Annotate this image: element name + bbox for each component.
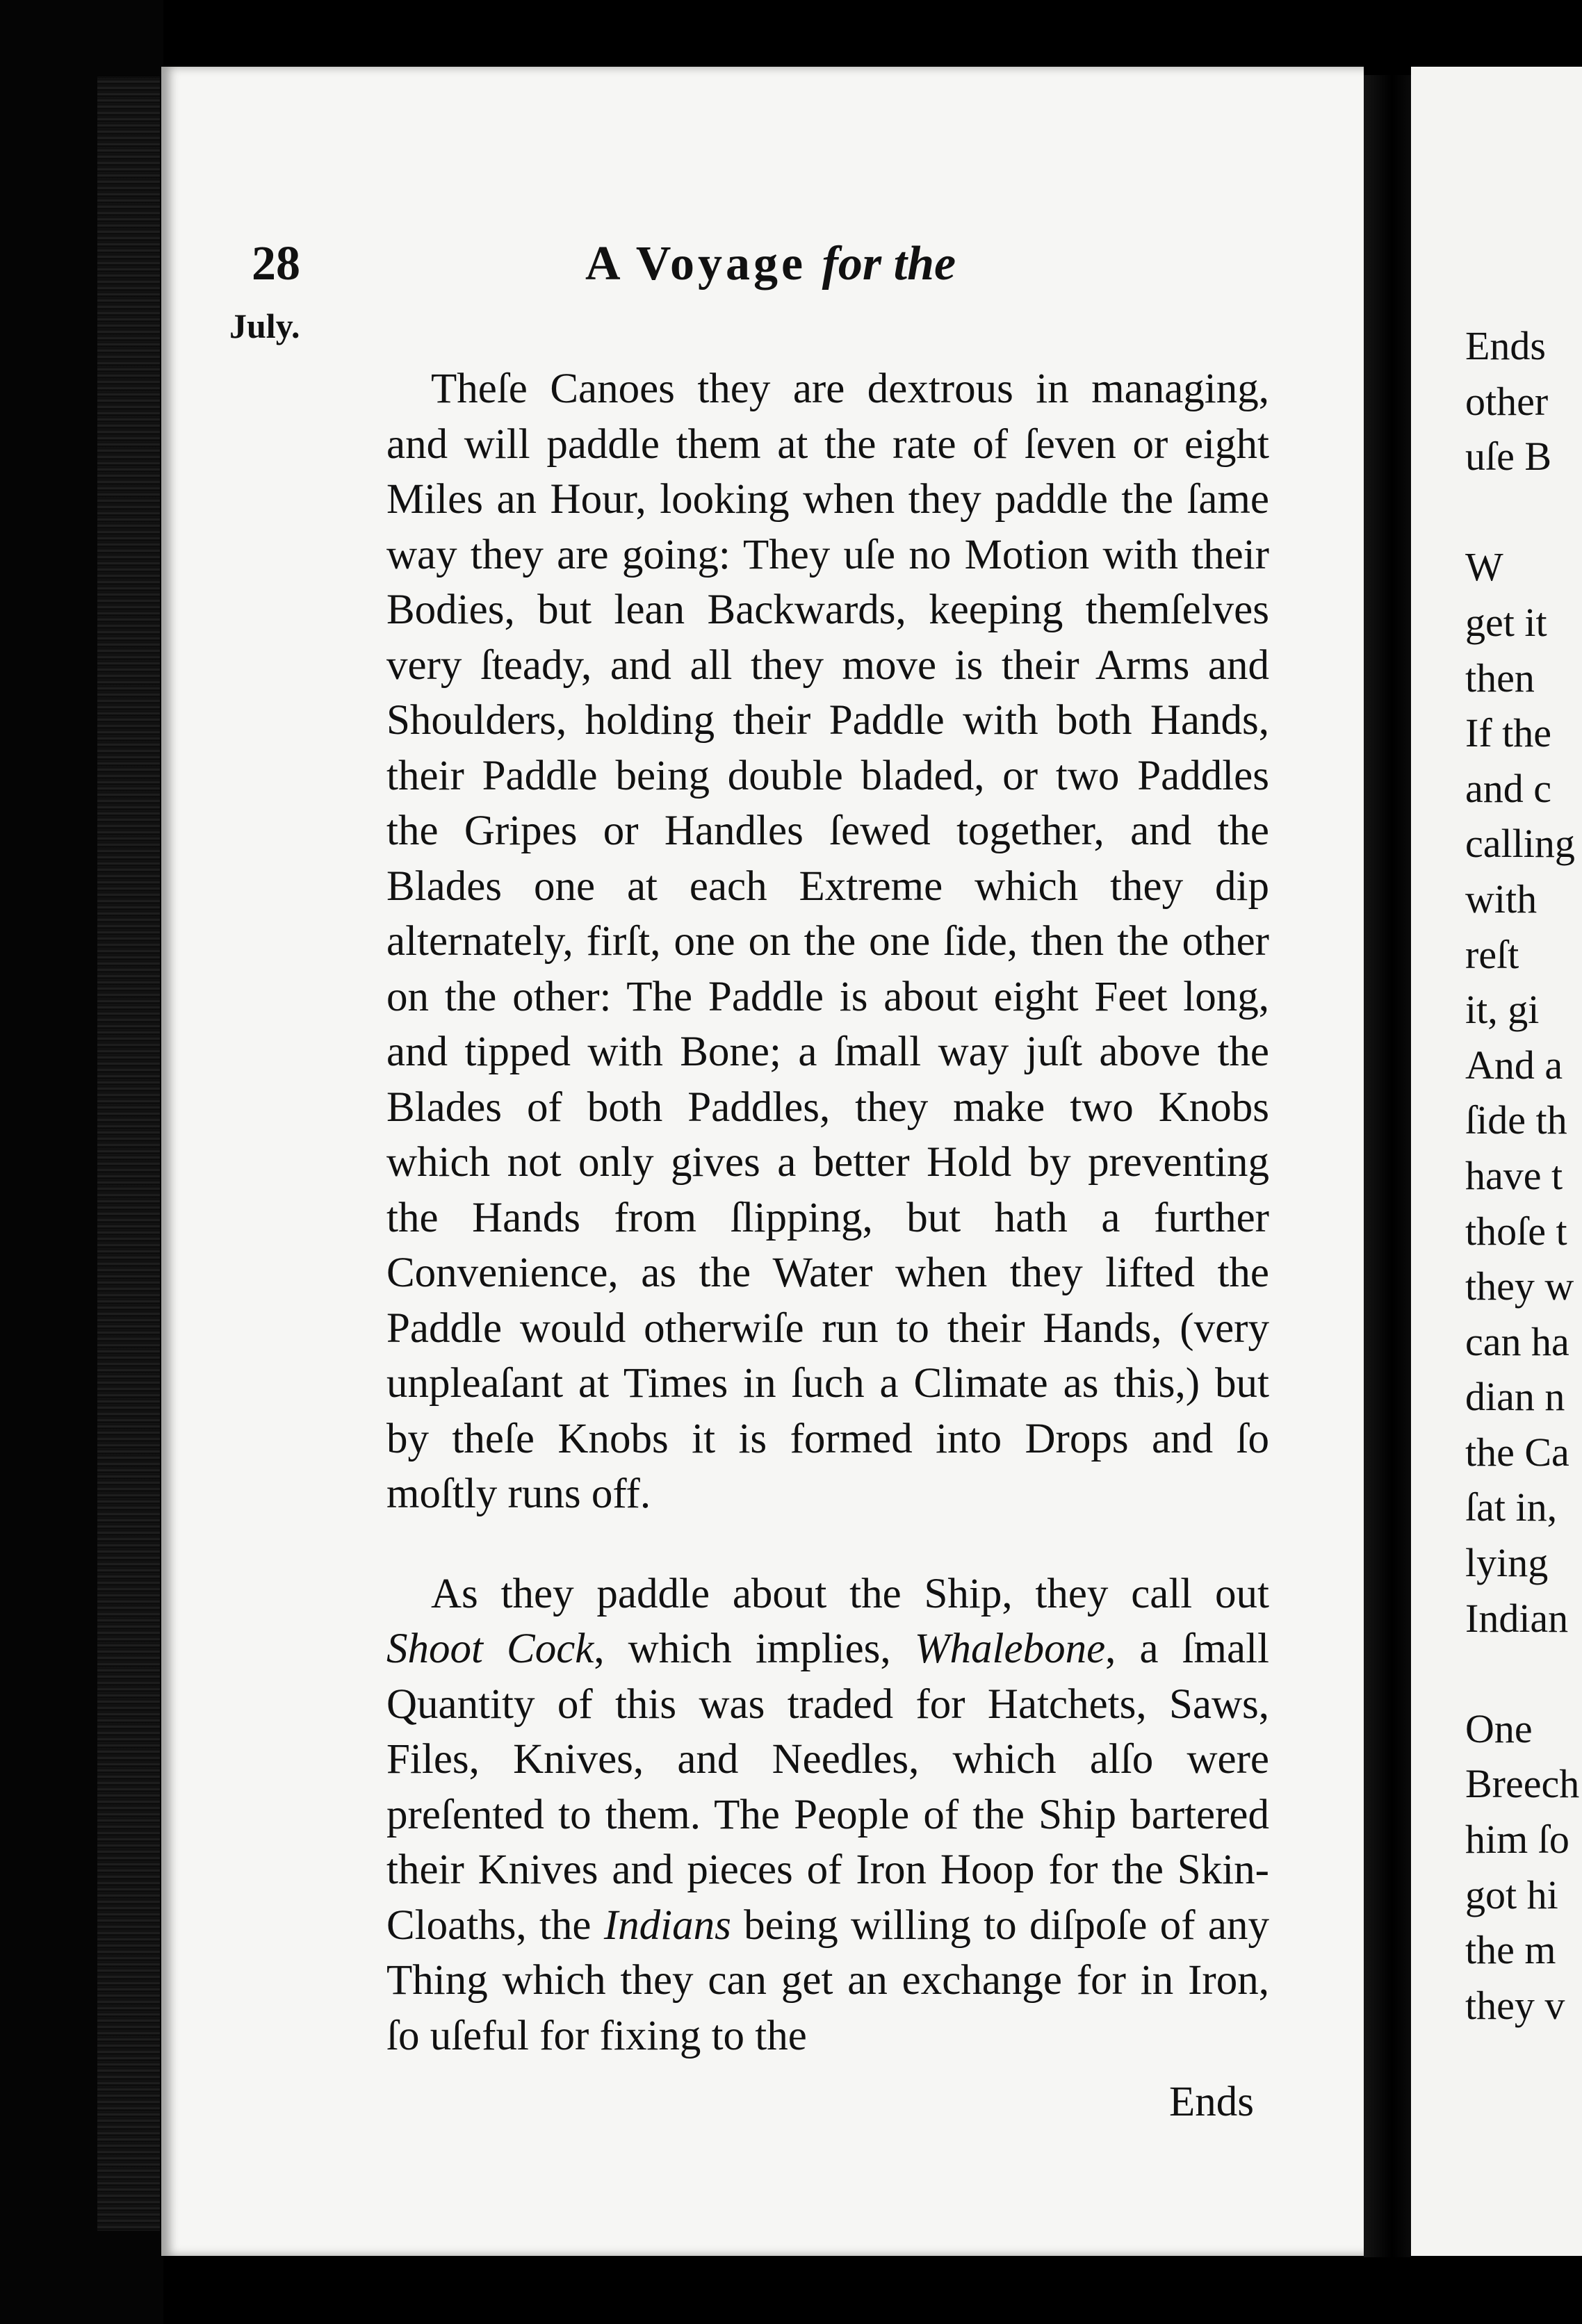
right-page-line: dian n xyxy=(1465,1374,1565,1420)
right-page-line: If the xyxy=(1465,710,1551,756)
right-page-line xyxy=(1465,1646,1579,1701)
right-page-line: the Ca xyxy=(1465,1429,1569,1475)
right-page-line: uſe B xyxy=(1465,434,1552,480)
paragraph-2-text-4: being willing to diſpoſe of any Thing which they can get an exchange for in Iron, ſo uſeful for fixing to the xyxy=(386,1901,1269,2059)
right-page-line: then xyxy=(1465,655,1535,701)
paragraph-2-text-2: , which implies, xyxy=(594,1626,915,1672)
paragraph-2-italic-3: Indians xyxy=(603,1901,731,1949)
right-page-line: the m xyxy=(1465,1927,1556,1973)
paragraph-2-text-3: , a ſmall Quantity of this was traded for Hatchets, Saws, Files, Knives, and Needles, which alſo were preſented to them. The People of the Ship bartered their Knives and pieces of Iron Hoop for the Skin-Cloaths, the xyxy=(386,1626,1269,1949)
paragraph-1: Theſe Canoes they are dextrous in managing, and will paddle them at the rate of ſeven or eight Miles an Hour, looking when they paddle the ſame way they are going: They uſe no Motion with their Bodies, but lean Backwards, keeping themſelves very ſteady, and all they move is their Arms and Shoulders, holding their Paddle with both Hands, their Paddle being double bladed, or two Paddles the Gripes or Handles ſewed together, and the Blades one at each Extreme which they dip alternately, firſt, one on the one ſide, then the other on the other: The Paddle is about eight Feet long, and tipped with Bone; a ſmall way juſt above the Blades of both Paddles, they make two Knobs which not only gives a better Hold by preventing the Hands from ſlipping, but hath a further Convenience, as the Water when they lifted the Paddle would otherwiſe run to their Hands, (very unpleaſant at Times in ſuch a Climate as this,) but by theſe Knobs it is formed into Drops and ſo moſtly runs off. xyxy=(386,366,1269,1517)
right-page-fragments xyxy=(1465,318,1579,2033)
page-stack-texture xyxy=(97,76,160,2231)
paragraph-2-text-1: As they paddle about the Ship, they call out xyxy=(431,1570,1269,1617)
margin-note: July. xyxy=(229,306,300,345)
right-page-line: One xyxy=(1465,1705,1533,1751)
right-page-line: thoſe t xyxy=(1465,1208,1567,1254)
right-page-line: him ſo xyxy=(1465,1817,1569,1863)
header-title-main: A Voyage xyxy=(585,237,807,290)
right-page-line: have t xyxy=(1465,1152,1563,1198)
right-page-line: they v xyxy=(1465,1982,1565,2028)
right-page-line: Ends xyxy=(1465,323,1546,368)
right-page-line: ſide th xyxy=(1465,1097,1567,1143)
header-title xyxy=(585,236,956,292)
right-page-line xyxy=(1465,484,1579,540)
book-left-edge xyxy=(0,0,163,2324)
right-page-line: got hi xyxy=(1465,1872,1558,1917)
paragraph-2-italic-1: Shoot Cock xyxy=(386,1626,594,1672)
header-title-italic: for the xyxy=(822,237,956,290)
right-page-line: calling xyxy=(1465,821,1575,867)
right-page-line: And a xyxy=(1465,1042,1563,1088)
page-number: 28 xyxy=(252,237,300,290)
catchword: Ends xyxy=(1169,2079,1254,2125)
right-page-line: get it xyxy=(1465,599,1547,645)
right-page-line: they w xyxy=(1465,1263,1574,1309)
paragraph-2 xyxy=(386,1566,1269,2064)
right-page-line: it, gi xyxy=(1465,987,1540,1033)
right-page-line: Indian xyxy=(1465,1595,1569,1641)
right-page-line: other xyxy=(1465,378,1549,424)
right-page-line: ſat in, xyxy=(1465,1484,1558,1530)
right-page-line: with xyxy=(1465,876,1538,922)
running-head xyxy=(161,236,1364,306)
body-text xyxy=(386,361,1269,2063)
paragraph-2-italic-2: Whalebone xyxy=(914,1626,1106,1672)
right-page-line: Breech xyxy=(1465,1761,1580,1807)
right-page-line: reſt xyxy=(1465,931,1519,977)
right-page-line: W xyxy=(1465,544,1503,590)
book-gutter xyxy=(1364,75,1411,2257)
right-page-line: can ha xyxy=(1465,1318,1569,1364)
right-page-line: and c xyxy=(1465,765,1551,811)
right-page-line: lying xyxy=(1465,1540,1549,1586)
